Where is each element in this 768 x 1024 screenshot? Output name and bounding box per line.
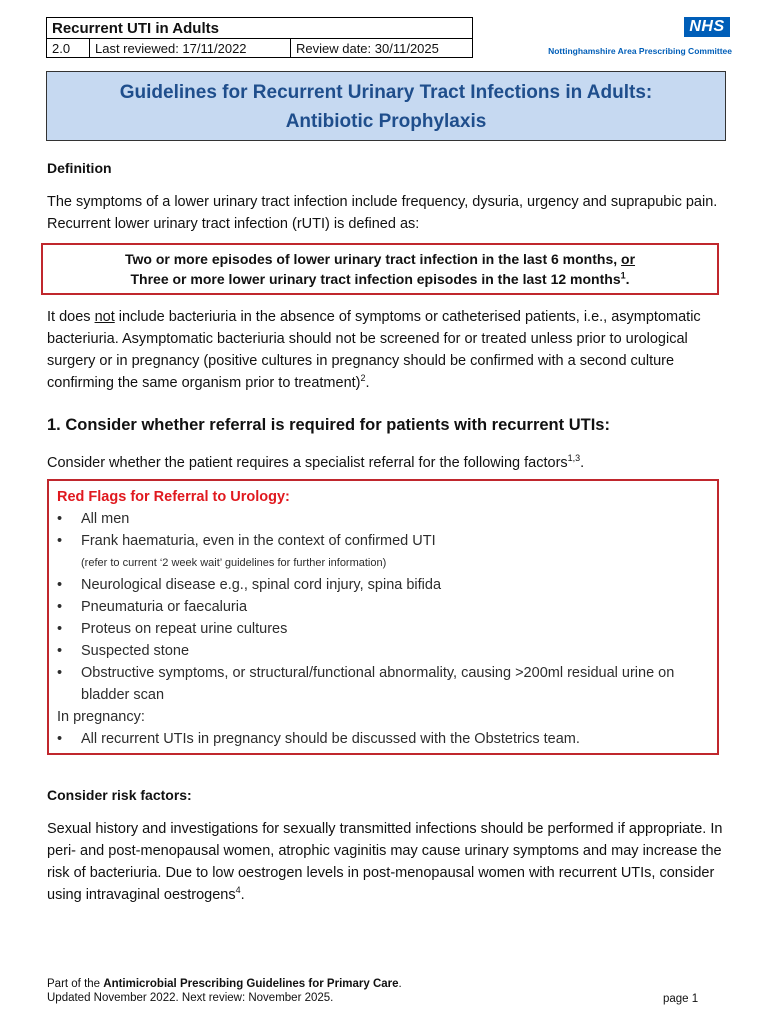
red-flags-list (57, 508, 717, 552)
reference-mark: 1,3 (567, 453, 581, 464)
haematuria-note: (refer to current ‘2 week wait’ guidelines for further information) (81, 557, 387, 569)
exclusion-paragraph: It does not include bacteriuria in the absence of symptoms or catheterised patients, i.e., asymptomatic bacteriuria. Asymptomatic bacteriuria should not be screened for or treated unless prior to urological surgery or in pregnancy (positive cultures in pregnancy should be confirmed with a second culture confirming the same organism prior to treatment)$^2$. (47, 309, 701, 391)
red-flags-box (47, 479, 719, 755)
definition-criterion-1 (43, 249, 717, 269)
list-item: • Neurological disease e.g., spinal cord injury, spina bifida (57, 574, 717, 596)
red-flags-list-continued (57, 574, 717, 706)
list-item: • All recurrent UTIs in pregnancy should be discussed with the Obstetrics team. (57, 728, 717, 750)
bullet-icon: • (57, 511, 63, 527)
bullet-icon: • (57, 599, 63, 615)
list-item: • Frank haematuria, even in the context of confirmed UTI (57, 530, 717, 552)
reference-mark: 4 (235, 885, 241, 896)
criterion-2-text: Three or more lower urinary tract infection episodes in the last 12 months (130, 271, 621, 287)
criterion-1-text: Two or more episodes of lower urinary tract infection in the last 6 months, (124, 251, 618, 267)
bullet-icon: • (57, 643, 63, 659)
reference-mark: 1 (620, 270, 626, 281)
last-reviewed: Last reviewed: 17/11/2022 (90, 39, 291, 58)
bullet-icon: • (57, 577, 63, 593)
pregnancy-list (57, 728, 717, 750)
version-number: 2.0 (47, 39, 90, 58)
exclusion-text-b: include bacteriuria in the absence of symptoms or catheterised patients, i.e., asymptomatic bacteriuria. Asymptomatic bacteriuria should not be screened for or treated unless prior to urological surgery or in pregnancy (positive cultures in pregnancy should be confirmed with a second culture confirming the same organism prior to treatment) (47, 309, 701, 391)
list-item: • Obstructive symptoms, or structural/functional abnormality, causing >200ml residual urine on bladder scan (57, 662, 717, 706)
exclusion-not: not (94, 309, 115, 325)
criterion-or: or (621, 251, 636, 267)
exclusion-text-a: It does (47, 309, 91, 325)
risk-factors-text: Sexual history and investigations for sexually transmitted infections should be performed if appropriate. In peri- and post-menopausal women, atrophic vaginitis may cause urinary symptoms and may increase the risk of bacteriuria. Due to low oestrogen levels in post-menopausal women with recurrent UTIs, consider using intravaginal oestrogens (47, 821, 723, 903)
referral-intro-text: Consider whether the patient requires a specialist referral for the following factors (47, 455, 568, 471)
reference-mark: 2 (360, 373, 366, 384)
risk-factors-paragraph: Sexual history and investigations for sexually transmitted infections should be performed if appropriate. In peri- and post-menopausal women, atrophic vaginitis may cause urinary symptoms and may increase the risk of bacteriuria. Due to low oestrogen levels in post-menopausal women with recurrent UTIs, consider using intravaginal oestrogens$^4$. (47, 821, 723, 903)
section-1-heading: 1. Consider whether referral is required for patients with recurrent UTIs: (47, 416, 610, 434)
document-title: Recurrent UTI in Adults (47, 18, 473, 39)
list-item: • Pneumaturia or faecaluria (57, 596, 717, 618)
list-item: • All men (57, 508, 717, 530)
nhs-logo: NHS (684, 17, 730, 37)
bullet-icon: • (57, 533, 63, 549)
referral-intro: Consider whether the patient requires a specialist referral for the following factors$^{1,3}$. (47, 453, 585, 471)
definition-criterion-2: Three or more lower urinary tract infection episodes in the last 12 months$^1$. (130, 270, 630, 287)
list-item: • Proteus on repeat urine cultures (57, 618, 717, 640)
review-date: Review date: 30/11/2025 (291, 39, 473, 58)
footer-line-2: Updated November 2022. Next review: November 2025. (47, 992, 334, 1004)
footer-guidelines-name: Antimicrobial Prescribing Guidelines for Primary Care (103, 978, 399, 990)
bullet-icon: • (57, 731, 63, 747)
guideline-title-line1: Guidelines for Recurrent Urinary Tract Infections in Adults: (119, 82, 653, 103)
definition-heading: Definition (47, 160, 112, 176)
guideline-title-box (46, 71, 726, 141)
definition-box (41, 243, 719, 295)
guideline-title-line2: Antibiotic Prophylaxis (285, 111, 487, 132)
list-item: • Suspected stone (57, 640, 717, 662)
pregnancy-label: In pregnancy: (57, 709, 145, 725)
page-number: page 1 (663, 993, 699, 1005)
red-flags-title: Red Flags for Referral to Urology: (57, 489, 290, 505)
definition-intro: The symptoms of a lower urinary tract infection include frequency, dysuria, urgency and suprapubic pain. Recurrent lower urinary tract infection (rUTI) is defined as: (47, 194, 718, 232)
footer-line-1: Part of the Antimicrobial Prescribing Guidelines for Primary Care. (47, 978, 402, 990)
footer (47, 977, 402, 1005)
committee-name: Nottinghamshire Area Prescribing Committee (548, 46, 732, 56)
bullet-icon: • (57, 665, 63, 681)
risk-factors-heading: Consider risk factors: (47, 787, 192, 803)
document-header-table (46, 17, 473, 58)
bullet-icon: • (57, 621, 63, 637)
